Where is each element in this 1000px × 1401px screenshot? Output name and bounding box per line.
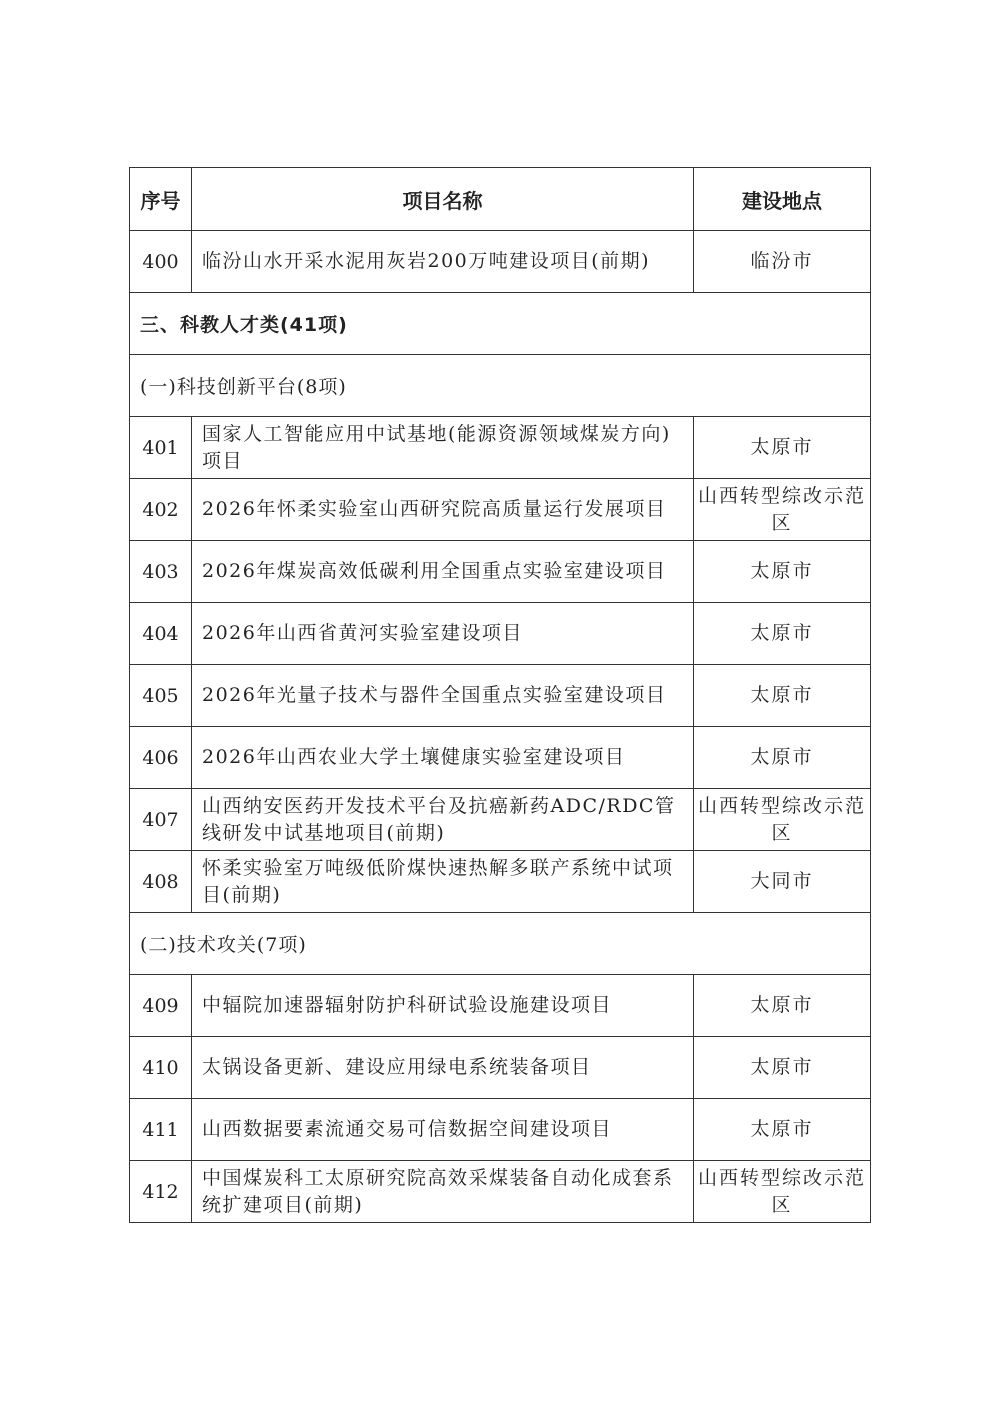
section-title: 三、科教人才类(41项) — [130, 293, 871, 355]
table-row — [130, 665, 871, 727]
project-name: 临汾山水开采水泥用灰岩200万吨建设项目(前期) — [192, 231, 694, 293]
project-location: 太原市 — [694, 1037, 871, 1099]
table-row — [130, 789, 871, 851]
table-row — [130, 851, 871, 913]
table-row — [130, 1037, 871, 1099]
project-name: 山西数据要素流通交易可信数据空间建设项目 — [192, 1099, 694, 1161]
row-number: 405 — [130, 665, 192, 727]
project-name: 中辐院加速器辐射防护科研试验设施建设项目 — [192, 975, 694, 1037]
table-row — [130, 975, 871, 1037]
row-number: 412 — [130, 1161, 192, 1223]
row-number: 400 — [130, 231, 192, 293]
project-location: 山西转型综改示范区 — [694, 789, 871, 851]
table-row — [130, 727, 871, 789]
subsection-title: (一)科技创新平台(8项) — [130, 355, 871, 417]
row-number: 404 — [130, 603, 192, 665]
project-location: 太原市 — [694, 975, 871, 1037]
project-name: 太锅设备更新、建设应用绿电系统装备项目 — [192, 1037, 694, 1099]
subsection-title: (二)技术攻关(7项) — [130, 913, 871, 975]
header-serial-number: 序号 — [130, 168, 192, 231]
subsection-row — [130, 355, 871, 417]
row-number: 409 — [130, 975, 192, 1037]
project-location: 太原市 — [694, 603, 871, 665]
project-name: 2026年光量子技术与器件全国重点实验室建设项目 — [192, 665, 694, 727]
row-number: 402 — [130, 479, 192, 541]
project-location: 临汾市 — [694, 231, 871, 293]
project-name: 2026年怀柔实验室山西研究院高质量运行发展项目 — [192, 479, 694, 541]
project-name: 2026年煤炭高效低碳利用全国重点实验室建设项目 — [192, 541, 694, 603]
table-row — [130, 1099, 871, 1161]
row-number: 406 — [130, 727, 192, 789]
table-row — [130, 541, 871, 603]
header-location: 建设地点 — [694, 168, 871, 231]
table-header-row — [130, 168, 871, 231]
project-location: 山西转型综改示范区 — [694, 479, 871, 541]
header-project-name: 项目名称 — [192, 168, 694, 231]
project-name: 2026年山西农业大学土壤健康实验室建设项目 — [192, 727, 694, 789]
project-name: 2026年山西省黄河实验室建设项目 — [192, 603, 694, 665]
row-number: 410 — [130, 1037, 192, 1099]
table-row — [130, 479, 871, 541]
project-name: 山西纳安医药开发技术平台及抗癌新药ADC/RDC管线研发中试基地项目(前期) — [192, 789, 694, 851]
table-row — [130, 1161, 871, 1223]
row-number: 403 — [130, 541, 192, 603]
table-row — [130, 417, 871, 479]
row-number: 407 — [130, 789, 192, 851]
project-location: 大同市 — [694, 851, 871, 913]
row-number: 401 — [130, 417, 192, 479]
table-row — [130, 603, 871, 665]
project-name: 怀柔实验室万吨级低阶煤快速热解多联产系统中试项目(前期) — [192, 851, 694, 913]
table-row — [130, 231, 871, 293]
project-location: 太原市 — [694, 1099, 871, 1161]
project-location: 太原市 — [694, 417, 871, 479]
project-name: 中国煤炭科工太原研究院高效采煤装备自动化成套系统扩建项目(前期) — [192, 1161, 694, 1223]
row-number: 408 — [130, 851, 192, 913]
project-location: 太原市 — [694, 541, 871, 603]
project-location: 太原市 — [694, 665, 871, 727]
subsection-row — [130, 913, 871, 975]
project-location: 太原市 — [694, 727, 871, 789]
row-number: 411 — [130, 1099, 192, 1161]
project-table — [129, 167, 871, 1223]
project-name: 国家人工智能应用中试基地(能源资源领域煤炭方向)项目 — [192, 417, 694, 479]
project-location: 山西转型综改示范区 — [694, 1161, 871, 1223]
section-row — [130, 293, 871, 355]
